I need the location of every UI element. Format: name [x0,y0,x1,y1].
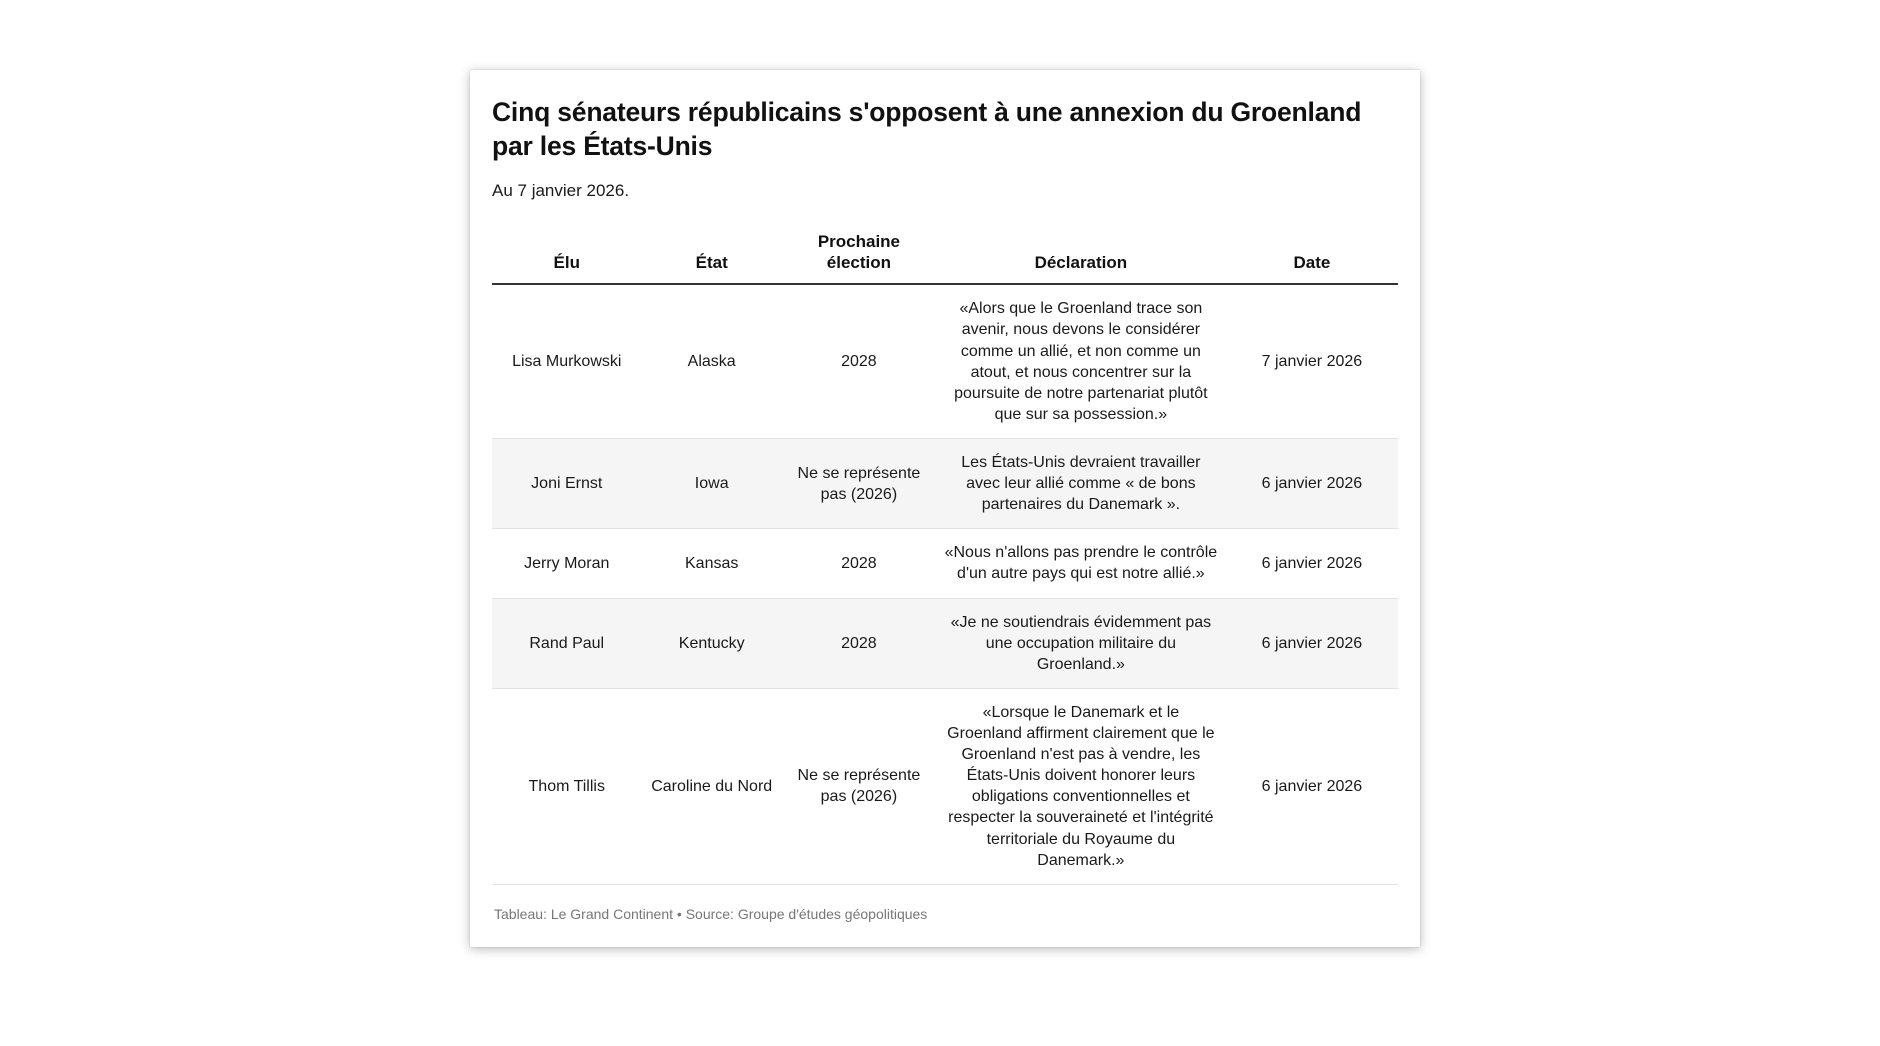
cell-etat: Kentucky [641,598,781,688]
cell-etat: Caroline du Nord [641,688,781,884]
source-caption: Tableau: Le Grand Continent • Source: Groupe d'études géopolitiques [494,905,928,922]
table-header-row [492,228,1398,284]
cell-date: 6 janvier 2026 [1226,688,1398,884]
table-body [492,284,1398,884]
table-row [492,598,1398,688]
cell-date: 6 janvier 2026 [1226,439,1398,529]
table-header [492,228,1398,284]
cell-election: Ne se représente pas (2026) [782,439,936,529]
cell-elu: Jerry Moran [492,529,641,598]
cell-declaration: «Je ne soutiendrais évidemment pas une occupation militaire du Groenland.» [936,598,1226,688]
cell-election: 2028 [782,284,936,438]
cell-election: 2028 [782,598,936,688]
page-subtitle: Au 7 janvier 2026. [492,180,630,200]
column-header-declaration: Déclaration [1034,252,1128,272]
column-header-etat: État [695,252,728,272]
cell-date: 6 janvier 2026 [1226,529,1398,598]
cell-declaration: «Lorsque le Danemark et le Groenland affirment clairement que le Groenland n'est pas à vendre, les États-Unis doivent honorer leurs obligations conventionnelles et respecter la souveraineté et l'intégrité territoriale du Royaume du Danemark.» [936,688,1226,884]
cell-date: 6 janvier 2026 [1226,598,1398,688]
cell-declaration: «Alors que le Groenland trace son avenir, nous devons le considérer comme un allié, et non comme un atout, et nous concentrer sur la poursuite de notre partenariat plutôt que sur sa possession.» [936,284,1226,438]
table-row [492,284,1398,438]
table-row [492,439,1398,529]
column-header-elu: Élu [553,252,580,272]
table-row [492,688,1398,884]
cell-etat: Alaska [641,284,781,438]
page-title: Cinq sénateurs républicains s'opposent à une annexion du Groenland par les États-Unis [492,97,1362,161]
table-row [492,529,1398,598]
table-card [470,70,1420,947]
cell-date: 7 janvier 2026 [1226,284,1398,438]
column-header-date: Date [1293,252,1331,272]
cell-election: 2028 [782,529,936,598]
cell-etat: Iowa [641,439,781,529]
cell-elu: Thom Tillis [492,688,641,884]
cell-elu: Rand Paul [492,598,641,688]
cell-elu: Lisa Murkowski [492,284,641,438]
cell-etat: Kansas [641,529,781,598]
column-header-election: Prochaine élection [817,231,901,272]
senators-table [492,228,1398,885]
cell-elu: Joni Ernst [492,439,641,529]
cell-declaration: «Nous n'allons pas prendre le contrôle d'un autre pays qui est notre allié.» [936,529,1226,598]
cell-election: Ne se représente pas (2026) [782,688,936,884]
cell-declaration: Les États-Unis devraient travailler avec leur allié comme « de bons partenaires du Danemark ». [936,439,1226,529]
